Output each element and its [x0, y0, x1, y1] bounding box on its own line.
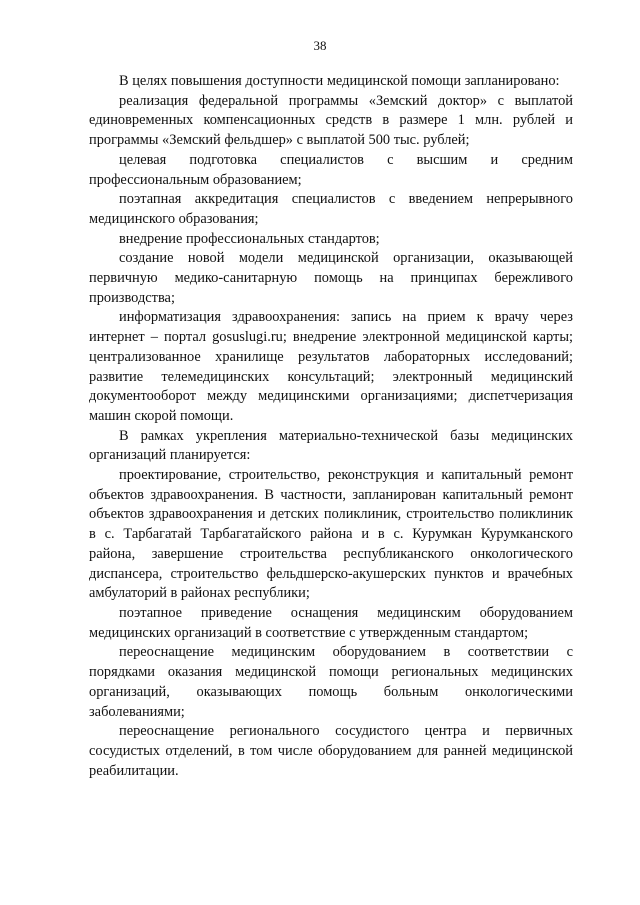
paragraph-intro: В целях повышения доступности медицинской помощи запланировано: — [119, 73, 560, 89]
paragraph-material-base-intro: В рамках укрепления материально-технической базы медицинских организаций планируется: — [89, 427, 573, 464]
paragraph-informatization: информатизация здравоохранения: запись на прием к врачу через интернет – портал gosuslugi.ru; внедрение электронной медицинской карты; централизованное хранилище результатов лабораторных исследований; развитие телемедицинских консультаций; электронный медицинский документооборот между медицинскими организациями; диспетчеризация машин скорой помощи. — [89, 309, 573, 424]
paragraph-vascular-center: переоснащение регионального сосудистого центра и первичных сосудистых отделений, в том числе оборудованием для ранней медицинской реабилитации. — [89, 723, 573, 779]
paragraph-accreditation: поэтапная аккредитация специалистов с введением непрерывного медицинского образования; — [89, 191, 573, 227]
paragraph-construction: проектирование, строительство, реконструкция и капитальный ремонт объектов здравоохранения. В частности, запланирован капитальный ремонт объектов здравоохранения и детских поликлиник, строительство поликлиник в с. Тарбагатай Тарбагатайского района и в с. Курумкан Курумканского района, завершение строительства республиканского онкологического диспансера, строительство фельдшерско-акушерских пунктов и врачебных амбулаторий в районах республики; — [89, 467, 573, 602]
document-body — [89, 72, 573, 781]
paragraph-targeted-training: целевая подготовка специалистов с высшим и средним профессиональным образованием; — [89, 151, 573, 188]
page-number: 38 — [313, 38, 327, 53]
paragraph-zemsky-program: реализация федеральной программы «Земский доктор» с выплатой единовременных компенсационных средств в размере 1 млн. рублей и программы «Земский фельдшер» с выплатой 500 тыс. рублей; — [89, 92, 573, 149]
paragraph-oncology-equipment: переоснащение медицинским оборудованием в соответствии с порядками оказания медицинской помощи региональных медицинских организаций, оказывающих помощь больным онкологическими заболеваниями; — [89, 644, 573, 720]
paragraph-new-model: создание новой модели медицинской организации, оказывающей первичную медико-санитарную помощь на принципах бережливого производства; — [89, 250, 573, 306]
paragraph-equipment-standard: поэтапное приведение оснащения медицинским оборудованием медицинских организаций в соответствие с утвержденным стандартом; — [89, 604, 573, 641]
paragraph-standards: внедрение профессиональных стандартов; — [119, 230, 380, 247]
